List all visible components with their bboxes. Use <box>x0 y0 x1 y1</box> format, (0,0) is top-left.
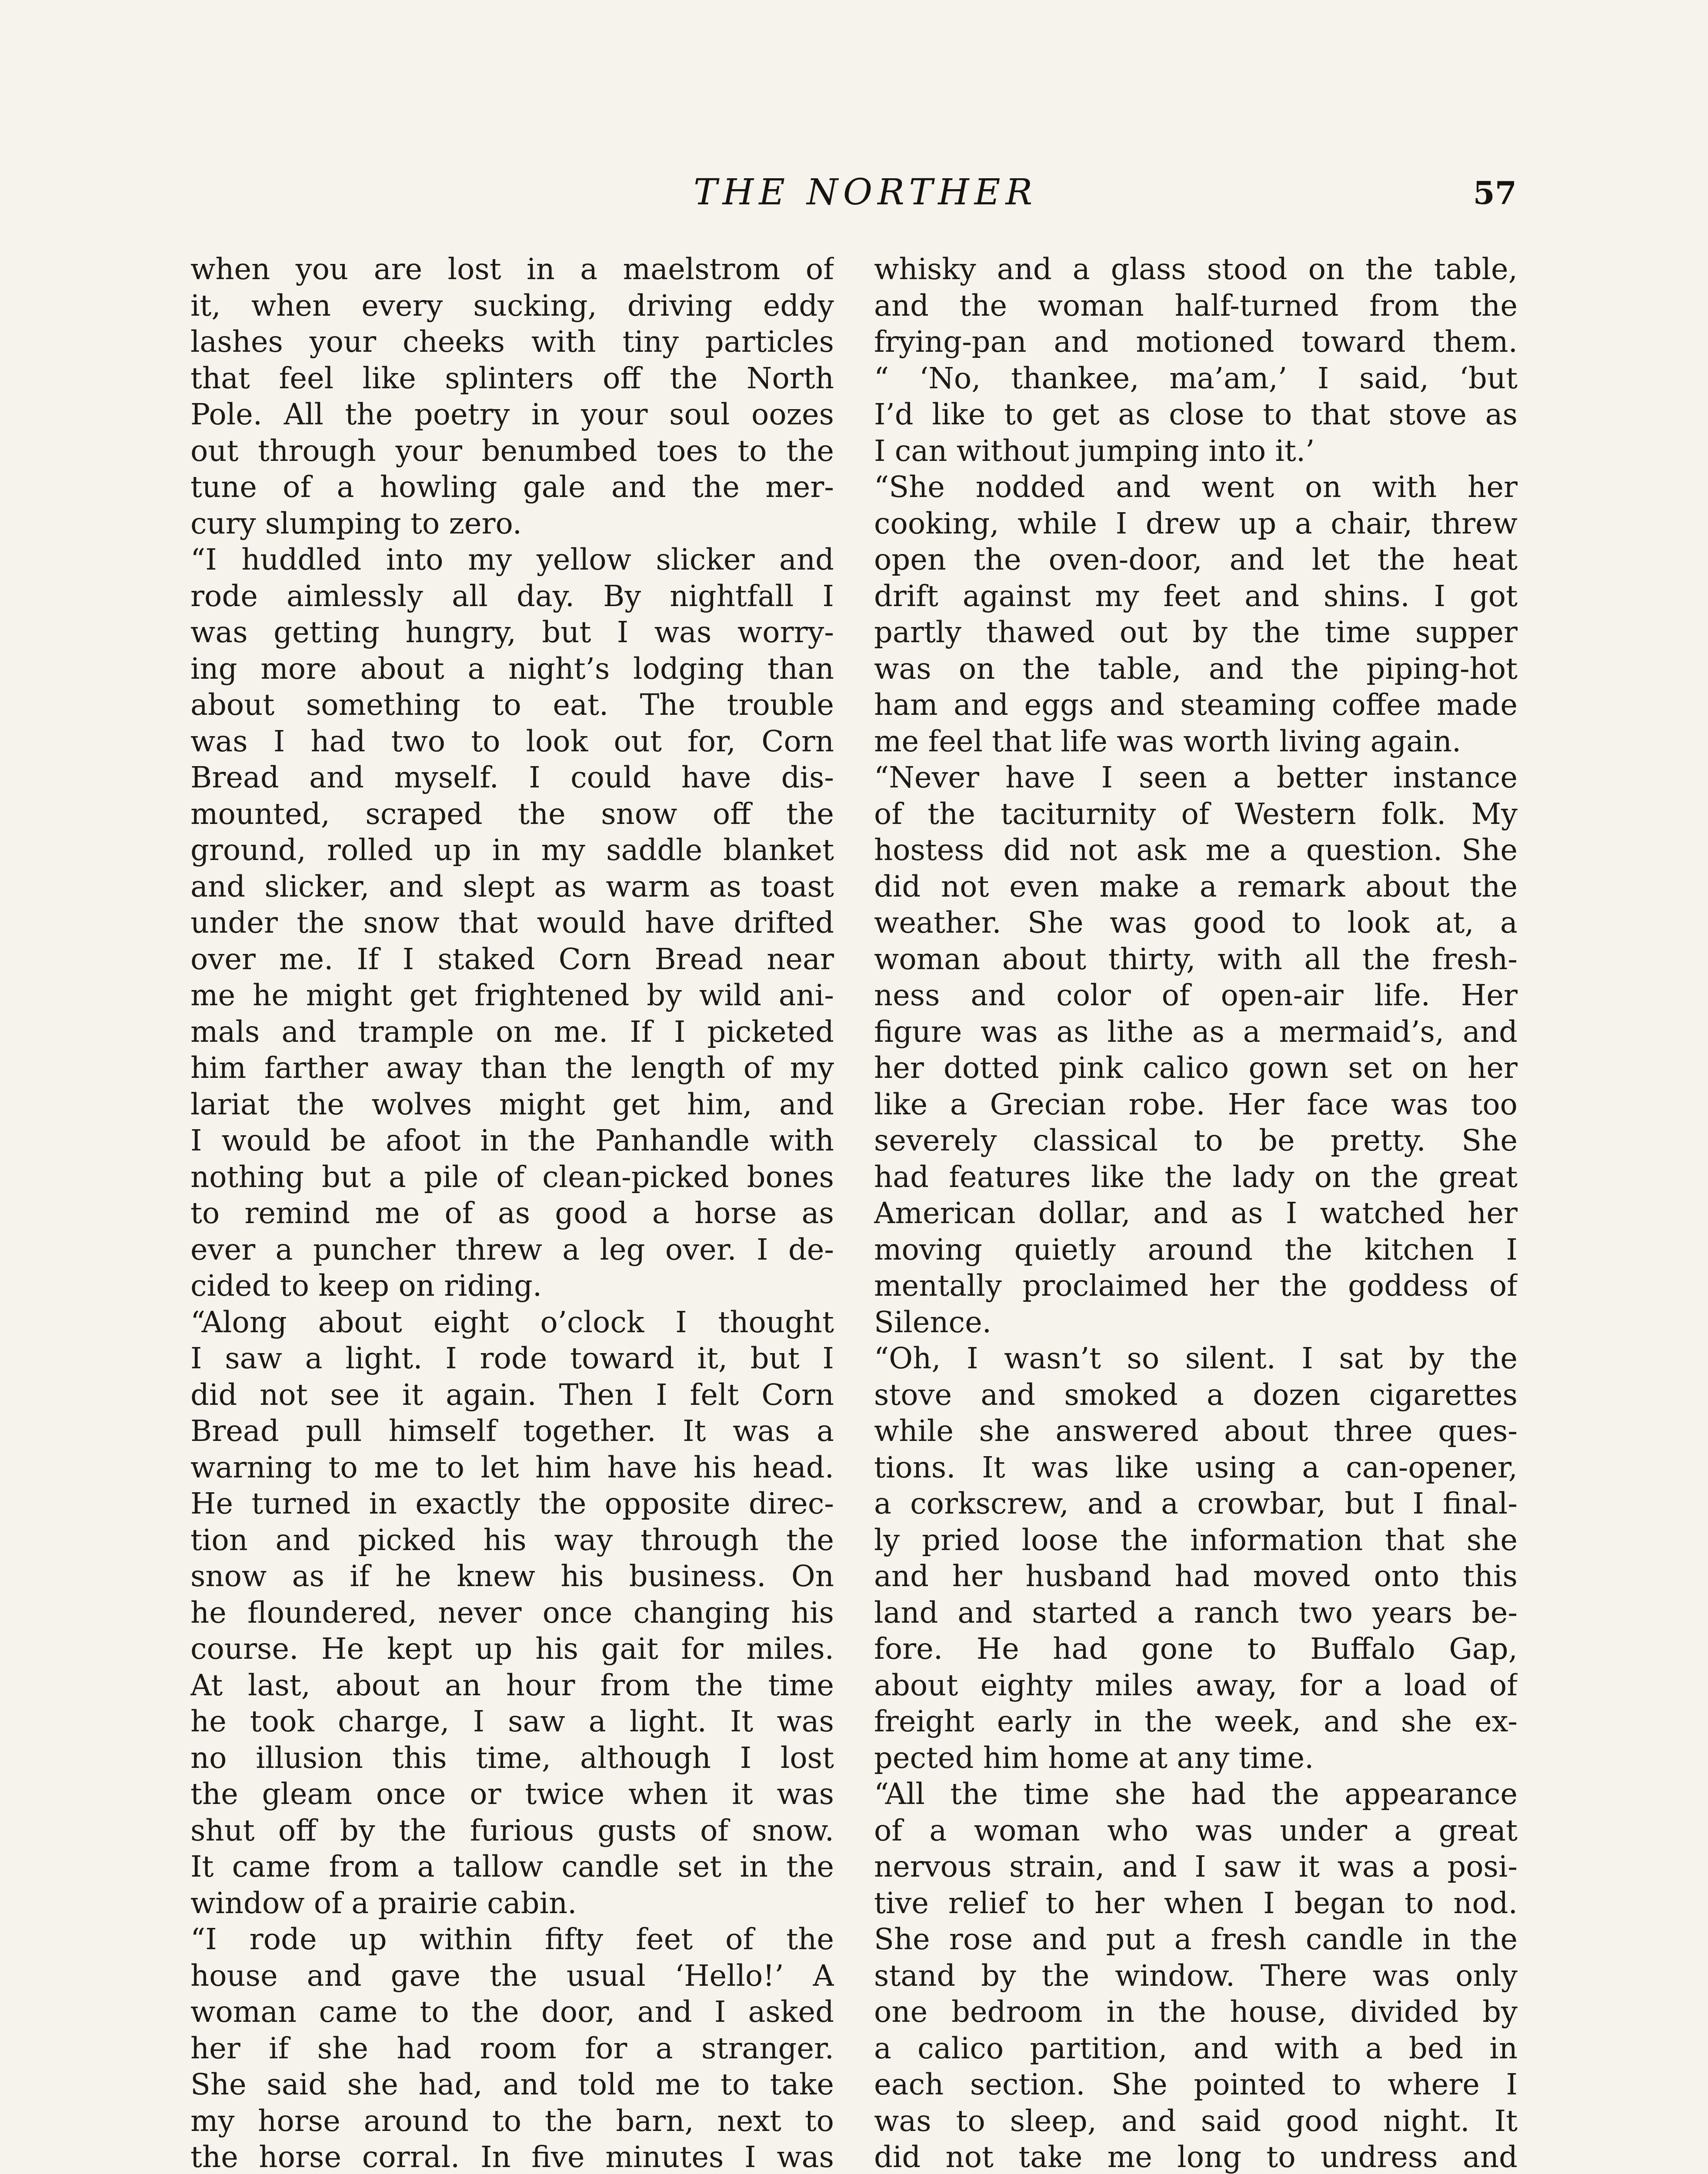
text-line: severely classical to be pretty. She <box>874 1124 1518 1157</box>
text-line: lariat the wolves might get him, and <box>190 1087 834 1121</box>
text-line: and the woman half-turned from the <box>874 288 1518 323</box>
text-line: land and started a ranch two years be- <box>874 1595 1518 1630</box>
text-line: ly pried loose the information that she <box>874 1523 1518 1557</box>
page-number: 57 <box>1473 174 1517 211</box>
text-line: Bread and myself. I could have dis- <box>190 760 834 794</box>
text-line: snow as if he knew his business. On <box>190 1559 834 1593</box>
text-line: a calico partition, and with a bed in <box>874 2031 1518 2065</box>
text-line: her dotted pink calico gown set on her <box>874 1051 1518 1085</box>
text-line: open the oven-door, and let the heat <box>874 543 1518 577</box>
text-line: “Along about eight o’clock I thought <box>190 1305 834 1339</box>
text-line: “Never have I seen a better instance <box>874 760 1518 794</box>
text-line: my horse around to the barn, next to <box>190 2104 834 2138</box>
text-line: ness and color of open-air life. Her <box>874 978 1518 1012</box>
text-line: him farther away than the length of my <box>190 1051 834 1085</box>
text-line: was on the table, and the piping-hot <box>874 651 1518 686</box>
text-line: window of a prairie cabin. <box>190 1886 577 1920</box>
text-line: each section. She pointed to where I <box>874 2067 1518 2101</box>
text-line: of the taciturnity of Western folk. My <box>874 797 1518 831</box>
text-line: nothing but a pile of clean-picked bones <box>190 1160 834 1194</box>
text-line: under the snow that would have drifted <box>190 906 834 940</box>
text-line: hostess did not ask me a question. She <box>874 833 1518 867</box>
text-line: I would be afoot in the Panhandle with <box>190 1124 834 1157</box>
text-line: weather. She was good to look at, a <box>874 906 1518 940</box>
text-line: Bread pull himself together. It was a <box>190 1414 834 1448</box>
text-line: frying-pan and motioned toward them. <box>874 325 1518 359</box>
text-line: ever a puncher threw a leg over. I de- <box>190 1232 834 1267</box>
text-line: he took charge, I saw a light. It was <box>190 1704 834 1738</box>
text-line: one bedroom in the house, divided by <box>874 1995 1518 2029</box>
text-line: “ ‘No, thankee, ma’am,’ I said, ‘but <box>874 361 1518 395</box>
text-line: At last, about an hour from the time <box>190 1668 834 1702</box>
text-line: me he might get frightened by wild ani- <box>190 978 834 1012</box>
text-line: It came from a tallow candle set in the <box>190 1850 834 1884</box>
text-line: fore. He had gone to Buffalo Gap, <box>874 1632 1518 1666</box>
text-line: cided to keep on riding. <box>190 1269 542 1303</box>
text-line: was to sleep, and said good night. It <box>874 2104 1518 2138</box>
text-line: Silence. <box>874 1305 992 1339</box>
text-line: out through your benumbed toes to the <box>190 433 834 468</box>
text-line: was getting hungry, but I was worry- <box>190 615 834 649</box>
text-line: about something to eat. The trouble <box>190 688 834 722</box>
text-line: and slicker, and slept as warm as toast <box>190 869 834 904</box>
text-line: I saw a light. I rode toward it, but I <box>190 1341 834 1375</box>
text-line: when you are lost in a maelstrom of <box>190 252 834 286</box>
text-line: She said she had, and told me to take <box>190 2067 834 2101</box>
text-line: no illusion this time, although I lost <box>190 1741 834 1775</box>
text-line: her if she had room for a stranger. <box>190 2031 834 2065</box>
text-line: woman about thirty, with all the fresh- <box>874 942 1518 976</box>
right-column <box>874 251 1518 2174</box>
text-line: I’d like to get as close to that stove as <box>874 397 1518 431</box>
text-line: “I rode up within fifty feet of the <box>190 1922 834 1956</box>
text-line: tion and picked his way through the <box>190 1523 834 1557</box>
text-line: pected him home at any time. <box>874 1741 1314 1775</box>
text-line: “She nodded and went on with her <box>874 470 1518 504</box>
text-line: stove and smoked a dozen cigarettes <box>874 1377 1518 1412</box>
text-line: that feel like splinters off the North <box>190 361 834 395</box>
text-line: woman came to the door, and I asked <box>190 1995 834 2029</box>
text-line: did not see it again. Then I felt Corn <box>190 1377 834 1412</box>
text-line: me feel that life was worth living again. <box>874 724 1461 758</box>
text-line: a corkscrew, and a crowbar, but I final- <box>874 1487 1518 1520</box>
text-line: “I huddled into my yellow slicker and <box>190 543 834 577</box>
text-line: while she answered about three ques- <box>874 1414 1518 1448</box>
text-line: Pole. All the poetry in your soul oozes <box>190 397 834 431</box>
text-line: like a Grecian robe. Her face was too <box>874 1087 1518 1121</box>
text-line: did not even make a remark about the <box>874 869 1518 904</box>
text-line: house and gave the usual ‘Hello!’ A <box>190 1958 834 1993</box>
text-line: whisky and a glass stood on the table, <box>874 252 1518 286</box>
text-line: about eighty miles away, for a load of <box>874 1668 1518 1702</box>
text-line: partly thawed out by the time supper <box>874 615 1518 649</box>
text-line: She rose and put a fresh candle in the <box>874 1922 1518 1956</box>
text-line: over me. If I staked Corn Bread near <box>190 942 834 976</box>
text-line: freight early in the week, and she ex- <box>874 1704 1518 1738</box>
text-line: tune of a howling gale and the mer- <box>190 470 834 504</box>
text-line: he floundered, never once changing his <box>190 1595 834 1630</box>
text-line: was I had two to look out for, Corn <box>190 724 834 758</box>
text-line: mounted, scraped the snow off the <box>190 797 834 831</box>
left-column <box>190 251 834 2174</box>
text-line: lashes your cheeks with tiny particles <box>190 325 834 359</box>
text-line: the horse corral. In five minutes I was <box>190 2140 834 2174</box>
text-line: figure was as lithe as a mermaid’s, and <box>874 1014 1518 1049</box>
text-line: did not take me long to undress and <box>874 2140 1518 2174</box>
text-line: warning to me to let him have his head. <box>190 1450 834 1484</box>
text-line: shut off by the furious gusts of snow. <box>190 1813 834 1847</box>
text-line: ham and eggs and steaming coffee made <box>874 688 1518 722</box>
text-line: and her husband had moved onto this <box>874 1559 1518 1593</box>
text-line: I can without jumping into it.’ <box>874 433 1315 468</box>
text-line: stand by the window. There was only <box>874 1958 1518 1993</box>
text-line: had features like the lady on the great <box>874 1160 1518 1194</box>
text-line: He turned in exactly the opposite direc- <box>190 1487 834 1520</box>
text-line: it, when every sucking, driving eddy <box>190 288 834 323</box>
text-line: to remind me of as good a horse as <box>190 1196 834 1230</box>
text-line: cooking, while I drew up a chair, threw <box>874 506 1518 540</box>
text-line: ing more about a night’s lodging than <box>190 651 834 686</box>
text-line: tions. It was like using a can-opener, <box>874 1450 1518 1484</box>
running-title: THE NORTHER <box>694 172 1038 213</box>
text-line: nervous strain, and I saw it was a posi- <box>874 1850 1518 1884</box>
text-line: the gleam once or twice when it was <box>190 1777 834 1811</box>
text-line: “All the time she had the appearance <box>874 1777 1518 1811</box>
text-line: moving quietly around the kitchen I <box>874 1232 1518 1267</box>
text-line: drift against my feet and shins. I got <box>874 579 1518 613</box>
text-line: American dollar, and as I watched her <box>874 1196 1518 1230</box>
text-line: of a woman who was under a great <box>874 1813 1518 1847</box>
text-line: “Oh, I wasn’t so silent. I sat by the <box>874 1341 1518 1375</box>
text-line: tive relief to her when I began to nod. <box>874 1886 1518 1920</box>
text-line: cury slumping to zero. <box>190 506 522 540</box>
text-line: ground, rolled up in my saddle blanket <box>190 833 834 867</box>
text-line: rode aimlessly all day. By nightfall I <box>190 579 834 613</box>
text-line: mentally proclaimed her the goddess of <box>874 1269 1518 1303</box>
running-head <box>0 172 1708 220</box>
text-line: course. He kept up his gait for miles. <box>190 1632 834 1666</box>
text-line: mals and trample on me. If I picketed <box>190 1014 834 1049</box>
